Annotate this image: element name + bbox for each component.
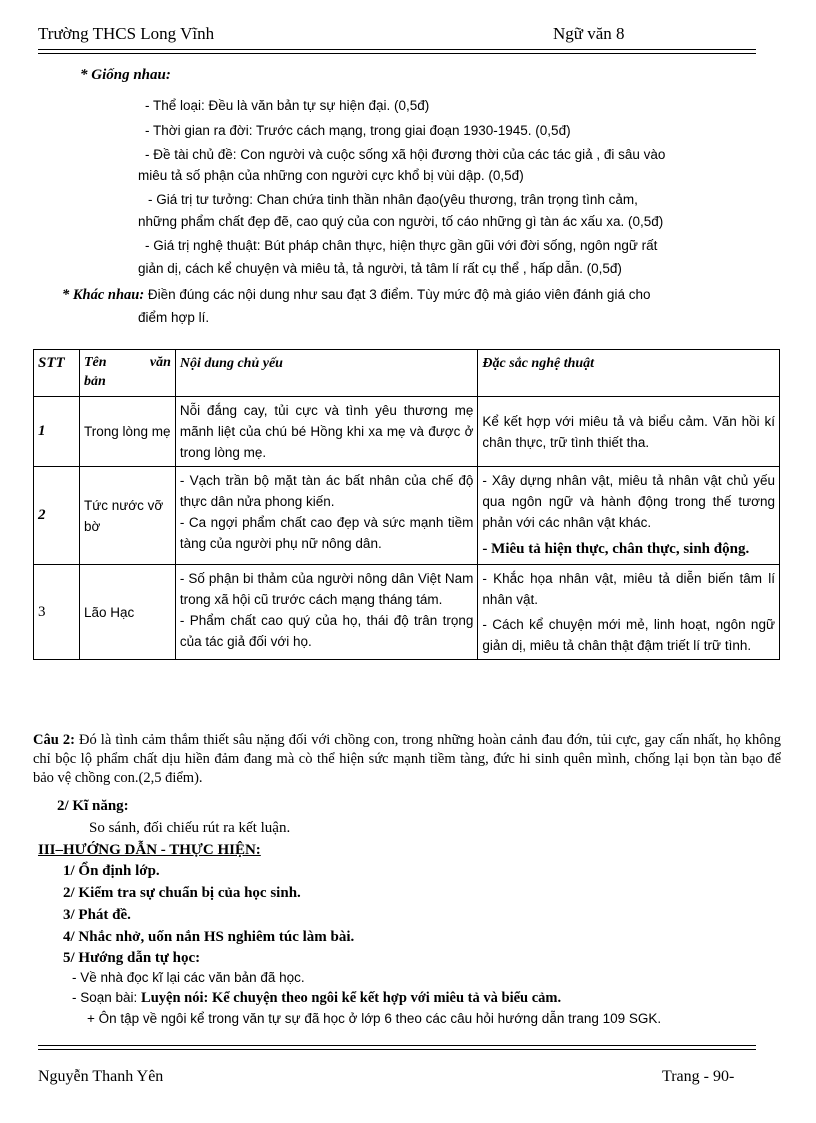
header-ten-van-ban (79, 350, 175, 397)
footer-page-number: Trang - 90- (662, 1068, 735, 1085)
giong-nhau-line: - Giá trị nghệ thuật: Bút pháp chân thực, hiện thực gần gũi với đời sống, ngôn ngữ rất (145, 238, 658, 253)
table-row (34, 397, 780, 467)
ki-nang-text: So sánh, đối chiếu rút ra kết luận. (89, 820, 291, 836)
ki-nang-title: 2/ Kĩ năng: (57, 798, 129, 814)
row-noi-dung-item: - Phẩm chất cao quý của họ, thái độ trân trọng của tác giả đối với họ. (179, 613, 474, 649)
row-noi-dung-item: - Vạch trần bộ mặt tàn ác bất nhân của chế độ thực dân nửa phong kiến. (179, 473, 474, 509)
row-ten: Lão Hạc (79, 565, 175, 660)
row-nghe-thuat (478, 397, 780, 467)
row-noi-dung (175, 467, 478, 565)
cau2-paragraph (33, 731, 781, 788)
footer-rule-top (38, 1045, 756, 1046)
header-ten-word: Tên (83, 355, 107, 370)
huong-dan-item: 2/ Kiểm tra sự chuẩn bị của học sinh. (63, 885, 301, 901)
row-nghe-thuat (478, 467, 780, 565)
row-nghe-thuat-item: - Xây dựng nhân vật, miêu tả nhân vật chủ yếu qua ngôn ngữ và hành động trong thế tương phản với các nhân vật khác. (482, 473, 775, 530)
header-van-word: văn (149, 355, 171, 370)
row-ten: Trong lòng mẹ (79, 397, 175, 467)
khac-nhau-line (62, 286, 650, 304)
giong-nhau-line: giản dị, cách kể chuyện và miêu tả, tả người, tả tâm lí rất cụ thể , hấp dẫn. (0,5đ) (138, 261, 622, 276)
header-noi-dung: Nội dung chủ yếu (175, 350, 478, 397)
header-rule-top (38, 49, 756, 50)
huong-dan-item: 3/ Phát đề. (63, 907, 131, 923)
khac-nhau-label: * Khác nhau: (62, 287, 145, 303)
row-noi-dung-item: - Ca ngợi phẩm chất cao đẹp và sức mạnh tiềm tàng của người phụ nữ nông dân. (179, 515, 474, 551)
giong-nhau-line: - Giá trị tư tưởng: Chan chứa tinh thần nhân đạo(yêu thương, trân trọng tình cảm, (148, 192, 638, 207)
header-stt: STT (34, 350, 80, 397)
cau2-label: Câu 2: (33, 732, 75, 748)
row-nghe-thuat-item: - Khắc họa nhân vật, miêu tả diễn biến tâm lí nhân vật. (482, 571, 775, 607)
giong-nhau-line: những phẩm chất đẹp đẽ, cao quý của con người, tố cáo những gì tàn ác xấu xa. (0,5đ) (138, 214, 664, 229)
row-nghe-thuat (478, 565, 780, 660)
huong-dan-item: 1/ Ổn định lớp. (63, 863, 160, 879)
table-row (34, 565, 780, 660)
huong-dan-item: 4/ Nhắc nhở, uốn nắn HS nghiêm túc làm bài. (63, 929, 355, 945)
header-rule-bottom (38, 53, 756, 54)
row-stt: 2 (34, 467, 80, 565)
header-ban-word: bản (83, 374, 106, 389)
row-nghe-thuat-item: Kể kết hợp với miêu tả và biểu cảm. Văn hồi kí chân thực, trữ tình thiết tha. (482, 413, 775, 450)
row-noi-dung-item: Nỗi đắng cay, tủi cực và tình yêu thương mẹ mãnh liệt của chú bé Hồng khi xa mẹ và được ở trong lòng mẹ. (179, 403, 474, 460)
giong-nhau-title: * Giống nhau: (80, 67, 171, 83)
giong-nhau-line: - Thời gian ra đời: Trước cách mạng, trong giai đoạn 1930-1945. (0,5đ) (145, 123, 571, 138)
row-nghe-thuat-item: - Cách kể chuyện mới mẻ, linh hoạt, ngôn ngữ giản dị, miêu tả chân thật đậm triết lí trữ tình. (482, 617, 775, 653)
row-nghe-thuat-bold-item: - Miêu tả hiện thực, chân thực, sinh động. (482, 541, 750, 557)
soan-bai-title: Luyện nói: Kể chuyện theo ngôi kể kết hợp với miêu tả và biểu cảm. (141, 990, 562, 1006)
huong-dan-sub: + Ôn tập về ngôi kể trong văn tự sự đã học ở lớp 6 theo các câu hỏi hướng dẫn trang 109 SGK. (87, 1011, 662, 1026)
header-school: Trường THCS Long Vĩnh (38, 24, 215, 43)
giong-nhau-line: miêu tả số phận của những con người cực khổ bị vùi dập. (0,5đ) (138, 168, 524, 183)
huong-dan-sub: - Về nhà đọc kĩ lại các văn bản đã học. (72, 970, 305, 985)
huong-dan-item: 5/ Hướng dẫn tự học: (63, 950, 201, 966)
huong-dan-sub-soan-bai (72, 989, 561, 1007)
row-noi-dung-item: - Số phận bi thảm của người nông dân Việt Nam trong xã hội cũ trước cách mạng tháng tám. (179, 571, 474, 607)
khac-nhau-text-2: điểm hợp lí. (138, 310, 210, 325)
giong-nhau-line: - Đề tài chủ đề: Con người và cuộc sống xã hội đương thời của các tác giả , đi sâu vào (145, 147, 666, 162)
row-stt: 3 (34, 565, 80, 660)
header-nghe-thuat: Đặc sắc nghệ thuật (478, 350, 780, 397)
huong-dan-title: III–HƯỚNG DẪN - THỰC HIỆN: (38, 842, 261, 858)
row-noi-dung (175, 397, 478, 467)
cau2-text: Đó là tình cảm thắm thiết sâu nặng đối với chồng con, trong những hoàn cảnh đau đớn, tủi cực, gay cấn nhất, họ không chỉ bộc lộ phẩm chất dịu hiền đảm đang mà cò thể hiện sức mạnh tiềm tàng, đức hi sinh quên mình, chống lại bọn tàn bạo để bảo vệ chồng con.(2,5 điểm). (33, 732, 781, 786)
footer-author: Nguyễn Thanh Yên (38, 1068, 164, 1085)
footer-rule-bottom (38, 1049, 756, 1050)
row-ten: Tức nước vỡ bờ (79, 467, 175, 565)
header-subject: Ngữ văn 8 (553, 24, 625, 43)
table-row (34, 467, 780, 565)
giong-nhau-line: - Thể loại: Đều là văn bản tự sự hiện đại. (0,5đ) (145, 98, 430, 113)
table-header-row (34, 350, 780, 397)
row-noi-dung (175, 565, 478, 660)
soan-bai-prefix: - Soạn bài: (72, 990, 142, 1005)
row-stt: 1 (34, 397, 80, 467)
comparison-table (33, 349, 780, 660)
khac-nhau-text: Điền đúng các nội dung như sau đạt 3 điểm. Tùy mức độ mà giáo viên đánh giá cho (147, 287, 651, 302)
